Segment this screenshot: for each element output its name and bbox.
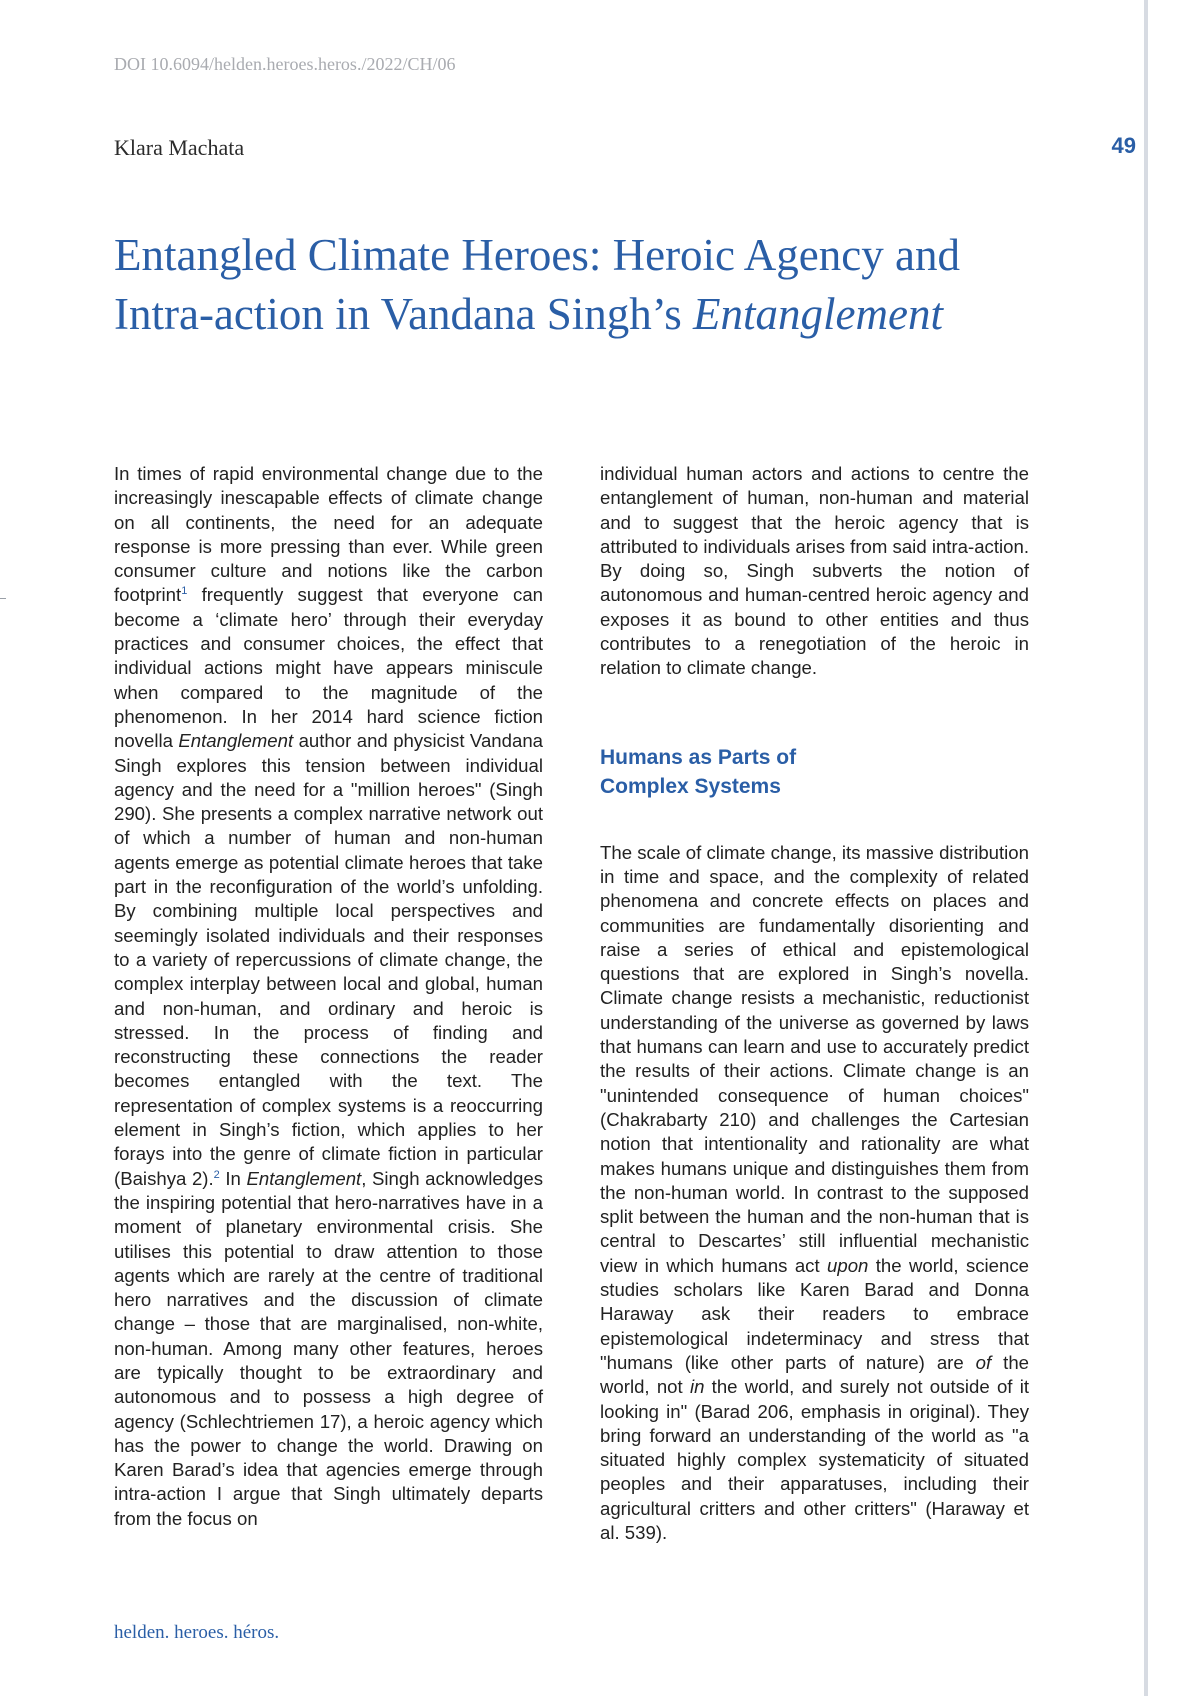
- body-paragraph: [600, 841, 1029, 1546]
- page-number: 49: [1111, 133, 1136, 158]
- footnote-ref-1[interactable]: 1: [181, 585, 188, 598]
- text-run: The scale of climate change, its massive distribution in time and space, and the complexity of related phenomena and concrete effects on places and communities are fundamentally disorienting and raise a series of ethical and epistemological questions that are explored in Singh’s novella. Climate change resists a mechanistic, reductionist understanding of the universe as governed by laws that humans can learn and use to accurately predict the results of their actions. Climate change is an "unintended consequence of human choices" (Chakrabarty 210) and challenges the Cartesian notion that intentionality and rationality are what makes humans unique and distinguishes them from the non-human world. In contrast to the supposed split between the human and the non-human that is central to Descartes’ still influential mechanistic view in which humans act: [600, 841, 1029, 1276]
- text-run: author and physicist Vandana Singh explores this tension between individual agency and the need for a "million heroes" (Singh 290). She presents a complex narrative network out of which a number of human and non-human agents emerge as potential climate heroes that take part in the reconfiguration of the world’s unfolding. By combining multiple local perspectives and seemingly isolated individuals and their responses to a variety of repercussions of climate change, the complex interplay between local and global, human and non-human, and ordinary and heroic is stressed. In the process of finding and reconstructing these connections the reader becomes entangled with the text. The representation of complex systems is a reoccurring element in Singh’s fiction, which applies to her forays into the genre of climate fiction in particular (Baishya 2).: [114, 730, 543, 1189]
- italic-emphasis: in: [689, 1376, 705, 1398]
- italic-title: Entanglement: [178, 730, 294, 752]
- section-heading: [600, 743, 1029, 801]
- text-run: In: [219, 1167, 247, 1189]
- title-line-1: Entangled Climate Heroes: Heroic Agency and: [114, 230, 960, 280]
- section-heading-line-2: Complex Systems: [600, 774, 781, 798]
- body-paragraph: [114, 462, 543, 1531]
- section-heading-line-1: Humans as Parts of: [600, 745, 797, 769]
- left-column: [114, 462, 543, 1531]
- italic-emphasis: upon: [827, 1254, 869, 1276]
- page-edge-rule: [1144, 0, 1148, 1696]
- italic-emphasis: of: [975, 1351, 992, 1373]
- text-run: the world, not: [600, 1351, 1030, 1398]
- text-run: In times of rapid environmental change due to the increasingly inescapable effects of climate change on all continents, the need for an adequate response is more pressing than ever. While green consumer culture and notions like the carbon footprint: [114, 463, 543, 606]
- text-run: the world, science studies scholars like Karen Barad and Donna Haraway ask their readers to embrace epistemological indeterminacy and stress that "humans (like other parts of nature) are: [600, 1254, 1029, 1373]
- text-run: , Singh acknowledges the inspiring potential that hero-narratives have in a moment of planetary environmental crisis. She utilises this potential to draw attention to those agents which are rarely at the centre of traditional hero narratives and the discussion of climate change – those that are marginalised, non-white, non-human. Among many other features, heroes are typically thought to be extraordinary and autonomous and to possess a high degree of agency (Schlechtriemen 17), a heroic agency which has the power to change the world. Drawing on Karen Barad’s idea that agencies emerge through intra-action I argue that Singh ultimately departs from the focus on: [114, 1167, 543, 1529]
- body-paragraph: individual human actors and actions to centre the entanglement of human, non-human and material and to suggest that the heroic agency that is attributed to individuals arises from said intra-action. By doing so, Singh subverts the notion of autonomous and human-centred heroic agency and exposes it as bound to other entities and thus contributes to a renegotiation of the heroic in relation to climate change.: [600, 463, 1029, 679]
- journal-footer: helden. heroes. héros.: [114, 1622, 280, 1643]
- right-column: [600, 462, 1029, 1545]
- title-line-2: Intra-action in Vandana Singh’s: [114, 289, 694, 339]
- doi-line: DOI 10.6094/helden.heroes.heros./2022/CH/06: [114, 54, 456, 74]
- article-title: [114, 226, 1114, 344]
- italic-title: Entanglement: [246, 1167, 362, 1189]
- footnote-ref-2[interactable]: 2: [213, 1168, 220, 1181]
- margin-tick: [0, 598, 6, 599]
- text-run: frequently suggest that everyone can become a ‘climate hero’ through their everyday practices and consumer choices, the effect that individual actions might have appears miniscule when compared to the magnitude of the phenomenon. In her 2014 hard science fiction novella: [114, 584, 543, 752]
- text-run: the world, and surely not outside of it looking in" (Barad 206, emphasis in original). They bring forward an understanding of the world as "a situated highly complex systematicity of situated peoples and their apparatuses, including their agricultural critters and other critters" (Haraway et al. 539).: [600, 1376, 1030, 1543]
- title-italic: Entanglement: [693, 289, 943, 339]
- author-name: Klara Machata: [114, 135, 245, 160]
